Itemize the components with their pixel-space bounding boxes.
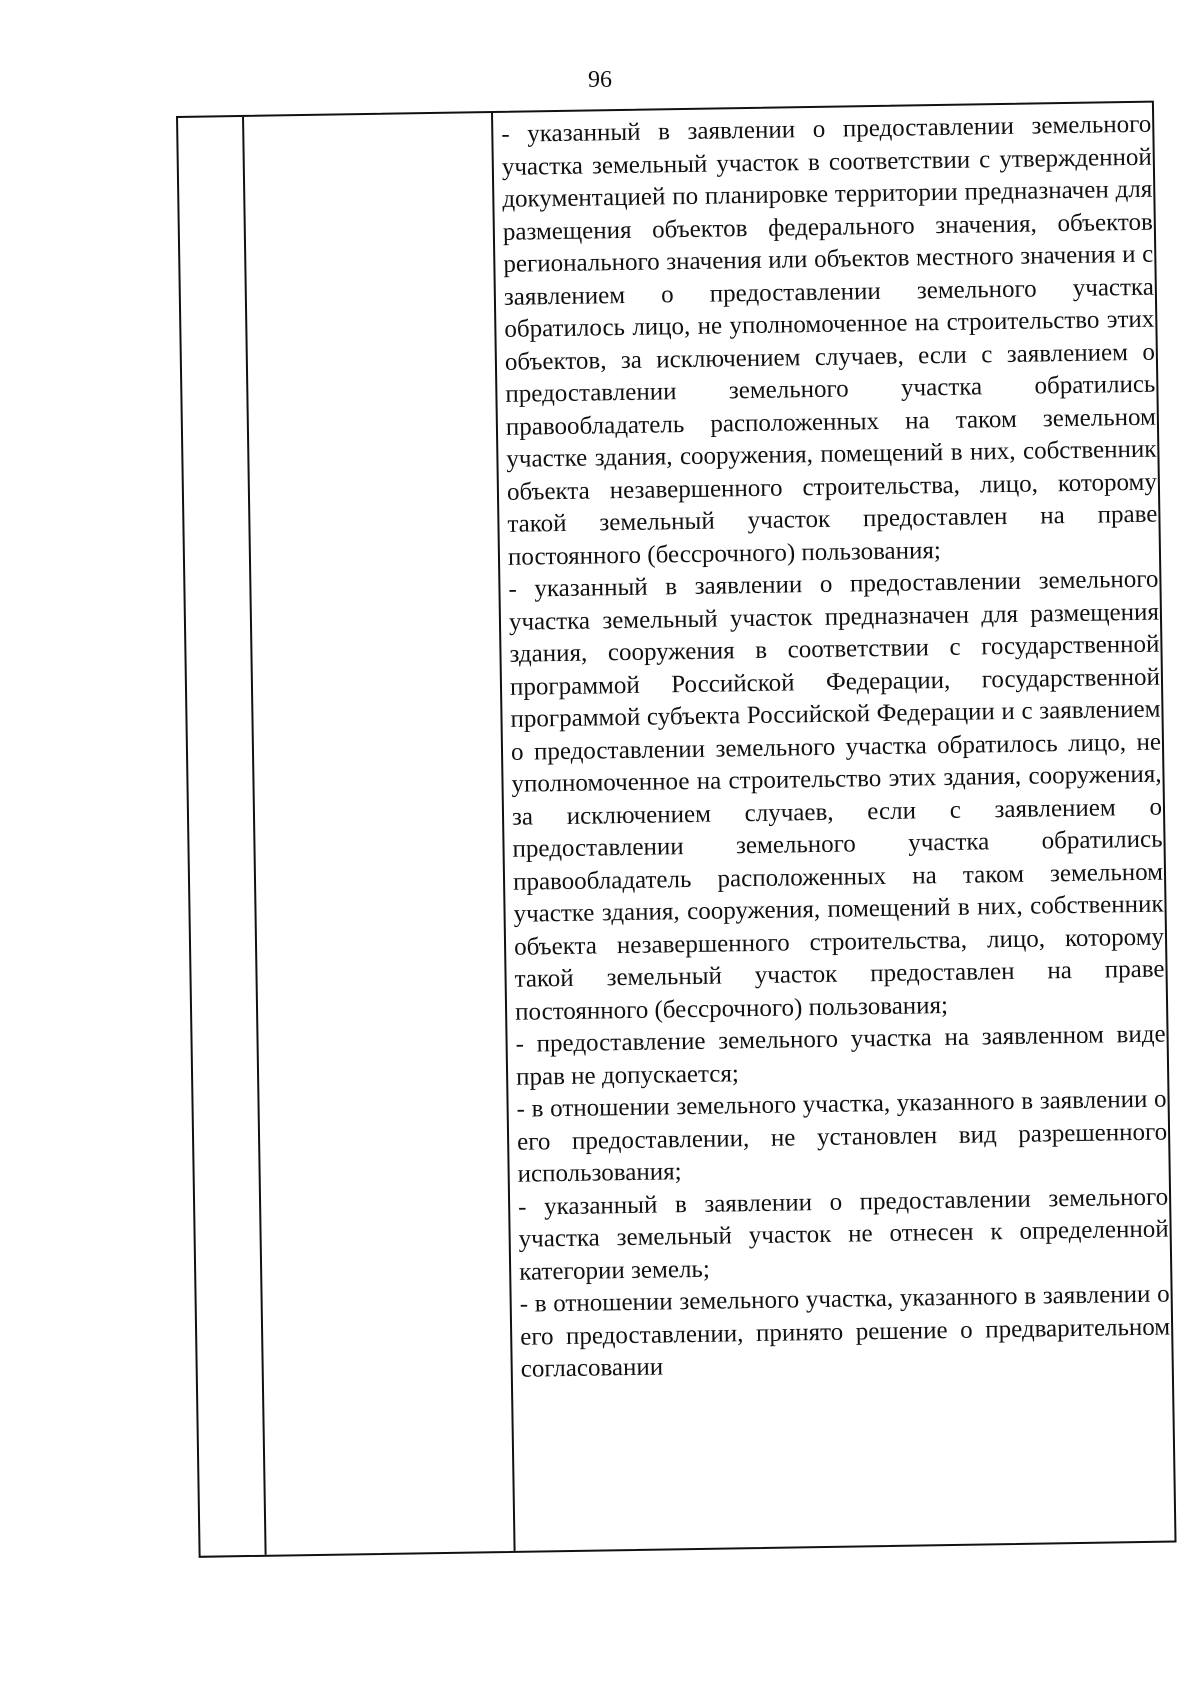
paragraph: - указанный в заявлении о предоставлении земельного участка земельный участок предназначен для размещения здания, сооружения в соответствии с государственной программой Российской Федерации, государственной программой субъекта Российской Федерации и с заявлением о предоставлении земельного участка обратилось лицо, не уполномоченное на строительство этих здания, сооружения, за исключением случаев, если с заявлением о предоставлении земельного участка обратились правообладатель расположенных на таком земельном участке здания, сооружения, помещений в них, собственник объекта незавершенного строительства, лицо, которому такой земельный участок предоставлен на праве постоянного (бессрочного) пользования;: [508, 565, 1165, 1026]
document-table: [176, 101, 1177, 1558]
paragraph: - указанный в заявлении о предоставлении земельного участка земельный участок в соответствии с утвержденной документацией по планировке территории предназначен для размещения объектов федерального значения, объектов регионального значения или объектов местного значения и с заявлением о предоставлении земельного участка обратилось лицо, не уполномоченное на строительство этих объектов, за исключением случаев, если с заявлением о предоставлении земельного участка обратились правообладатель расположенных на таком земельном участке здания, сооружения, помещений в них, собственник объекта незавершенного строительства, лицо, которому такой земельный участок предоставлен на праве постоянного (бессрочного) пользования;: [501, 110, 1158, 571]
paragraph: - предоставление земельного участка на заявленном виде прав не допускается;: [515, 1020, 1166, 1091]
table-cell-text: [501, 109, 1171, 1387]
page-number: 96: [588, 67, 612, 93]
table-cell-name: [244, 113, 514, 1555]
paragraph: - в отношении земельного участка, указанного в заявлении о его предоставлении, принято решение о предварительном согласовании: [519, 1280, 1171, 1383]
paragraph: - в отношении земельного участка, указанного в заявлении о его предоставлении, не установлен вид разрешенного использования;: [516, 1085, 1168, 1188]
paragraph: - указанный в заявлении о предоставлении земельного участка земельный участок не отнесен к определенной категории земель;: [517, 1183, 1169, 1286]
